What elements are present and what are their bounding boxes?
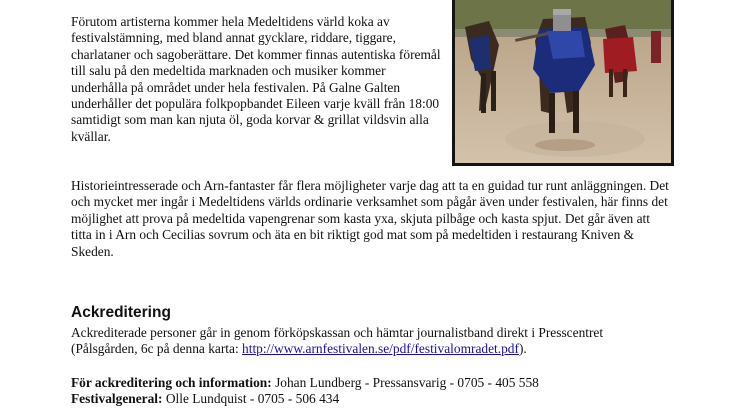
paragraph-guided-tours: Historieintresserade och Arn-fantaster får flera möjligheter varje dag att ta en guidad tur runt anläggningen. Det och mycket mer ingår i Medeltidens världs ordinarie verksamhet som pågår även under festivalen, här finns det möjlighet att prova på medeltida vapengrenar som kasta yxa, skjuta pilbåge och kasta spjut. Det går även att titta in i Arn och Cecilias sovrum och äta en bit riktigt god mat som på medeltiden i restaurang Kniven & Skeden. <box>71 178 669 259</box>
accreditation-text: Ackrediterade personer går in genom förköpskassan och hämtar journalistband direkt i Presscentret (Pålsgården, 6c på denna karta: <box>71 325 604 357</box>
accreditation-paragraph <box>71 325 671 358</box>
contact-info <box>71 375 671 408</box>
accreditation-text-end: ). <box>518 341 527 357</box>
festival-general-label: Festivalgeneral: <box>71 391 163 407</box>
accreditation-contact-value: Johan Lundberg - Pressansvarig - 0705 - 405 558 <box>275 375 539 390</box>
festival-general-value: Olle Lundquist - 0705 - 506 434 <box>165 391 340 407</box>
jousting-knights-photo <box>452 0 674 166</box>
accreditation-heading: Ackreditering <box>71 304 171 321</box>
paragraph-festival-atmosphere: Förutom artisterna kommer hela Medeltidens värld koka av festivalstämning, med bland annat gycklare, riddare, tiggare, charlataner och sagoberättare. Det kommer finnas autentiska föremål till salu på den medeltida marknaden och musiker kommer underhålla på området under hela festivalen. På Galne Galten underhåller det populära folkpopbandet Eileen varje kväll från 18:00 samtidigt som man kan njuta öl, goda korvar & grillat vildsvin alla kvällar. <box>71 14 441 144</box>
festival-map-link[interactable]: http://www.arnfestivalen.se/pdf/festivalomradet.pdf <box>242 341 519 357</box>
accreditation-contact-label: För ackreditering och information: <box>71 375 272 390</box>
